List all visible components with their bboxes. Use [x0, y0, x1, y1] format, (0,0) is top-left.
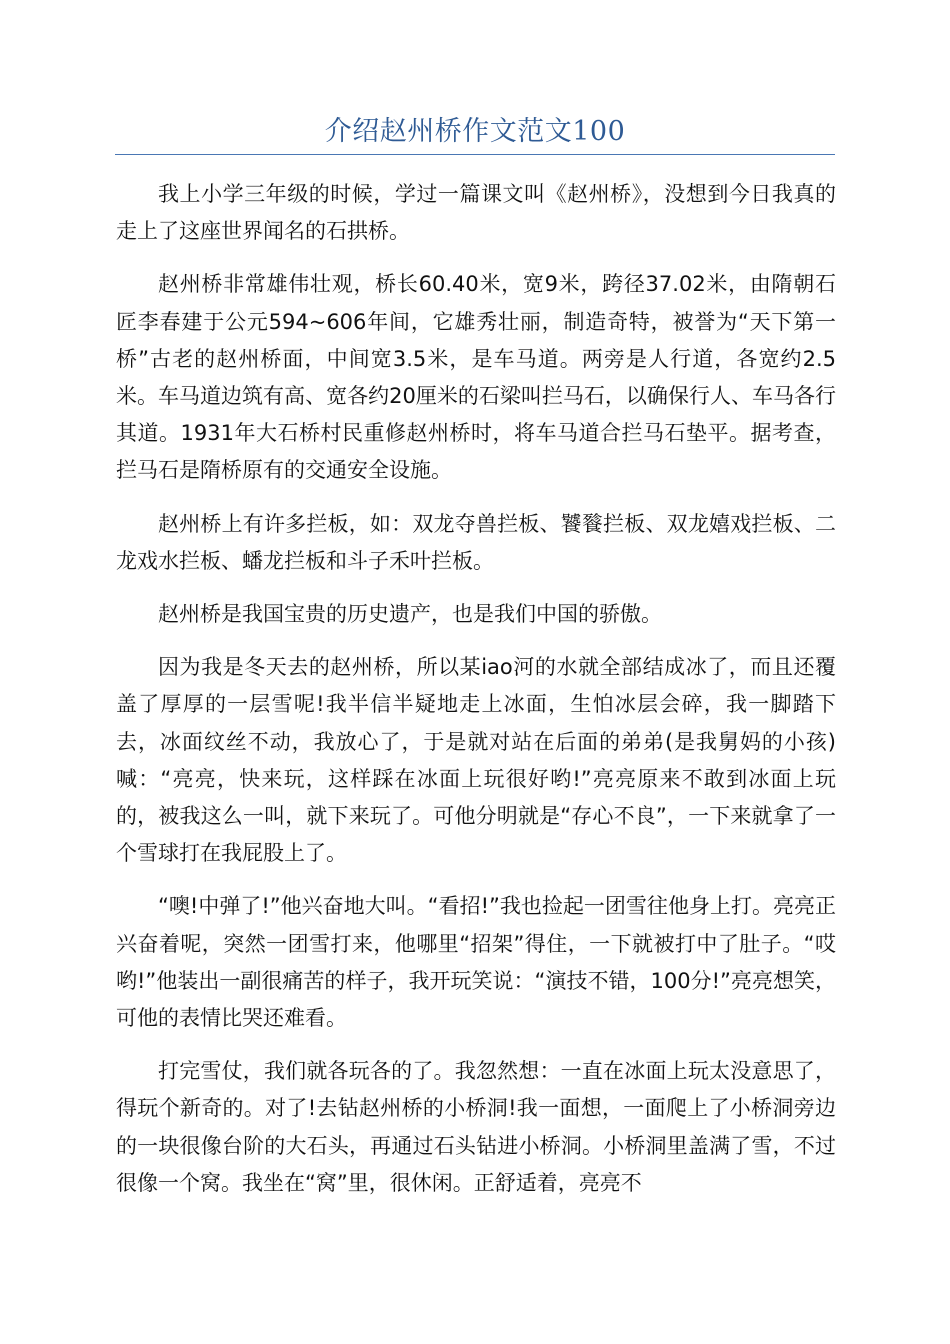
paragraph: 赵州桥是我国宝贵的历史遗产，也是我们中国的骄傲。	[158, 602, 662, 627]
title-underline	[115, 154, 835, 155]
paragraph: “噢!中弹了!”他兴奋地大叫。“看招!”我也捡起一团雪往他身上打。亮亮正兴奋着呢，突然一团雪打来，他哪里“招架”得住，一下就被打中了肚子。“哎哟!”他装出一副很痛苦的样子，我开玩笑说：“演技不错，100分!”亮亮想笑，可他的表情比哭还难看。	[116, 894, 836, 1031]
document-body	[116, 176, 836, 1218]
paragraph: 赵州桥非常雄伟壮观，桥长60.40米，宽9米，跨径37.02米，由隋朝石匠李春建于公元594~606年间，它雄秀壮丽，制造奇特，被誉为“天下第一桥”古老的赵州桥面，中间宽3.5米，是车马道。两旁是人行道，各宽约2.5米。车马道边筑有高、宽各约20厘米的石梁叫拦马石，以确保行人、车马各行其道。1931年大石桥村民重修赵州桥时，将车马道合拦马石垫平。据考查，拦马石是隋桥原有的交通安全设施。	[116, 272, 836, 483]
paragraph: 因为我是冬天去的赵州桥，所以某iao河的水就全部结成冰了，而且还覆盖了厚厚的一层雪呢!我半信半疑地走上冰面，生怕冰层会碎，我一脚踏下去，冰面纹丝不动，我放心了，于是就对站在后面的弟弟(是我舅妈的小孩)喊：“亮亮，快来玩，这样踩在冰面上玩很好哟!”亮亮原来不敢到冰面上玩的，被我这么一叫，就下来玩了。可他分明就是“存心不良”，一下来就拿了一个雪球打在我屁股上了。	[116, 655, 836, 866]
paragraph: 赵州桥上有许多拦板，如：双龙夺兽拦板、饕餮拦板、双龙嬉戏拦板、二龙戏水拦板、蟠龙拦板和斗子禾叶拦板。	[116, 511, 836, 573]
paragraph: 我上小学三年级的时候，学过一篇课文叫《赵州桥》，没想到今日我真的走上了这座世界闻名的石拱桥。	[116, 182, 836, 244]
paragraph: 打完雪仗，我们就各玩各的了。我忽然想：一直在冰面上玩太没意思了，得玩个新奇的。对了!去钻赵州桥的小桥洞!我一面想，一面爬上了小桥洞旁边的一块很像台阶的大石头，再通过石头钻进小桥洞。小桥洞里盖满了雪，不过很像一个窝。我坐在“窝”里，很休闲。正舒适着，亮亮不	[116, 1059, 836, 1195]
document-title: 介绍赵州桥作文范文100	[324, 116, 626, 147]
